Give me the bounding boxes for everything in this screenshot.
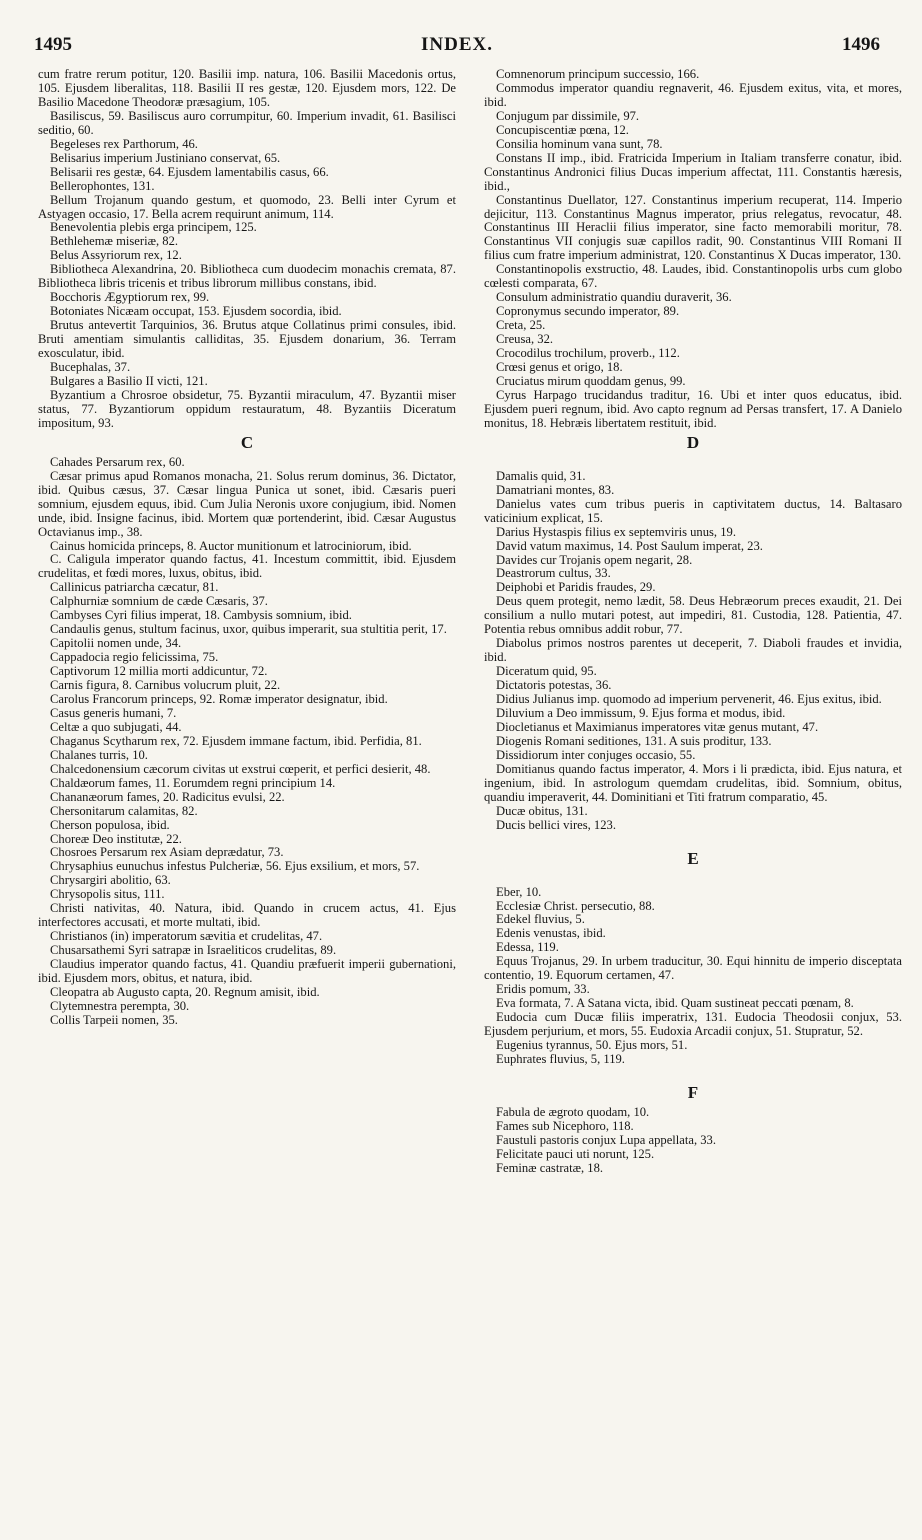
- index-entry: Carolus Francorum princeps, 92. Romæ imperator designatur, ibid.: [50, 691, 388, 706]
- index-entry: Edessa, 119.: [496, 940, 559, 955]
- index-entry: Callinicus patriarcha cæcatur, 81.: [50, 580, 219, 595]
- index-entry: Cruciatus mirum quoddam genus, 99.: [496, 373, 686, 388]
- index-entry: Damatriani montes, 83.: [496, 482, 615, 497]
- index-entry: Bellum Trojanum quando gestum, et quomodo, 23. Belli inter Cyrum et Astyagen occasio, 17. Bella acrem requirunt animum, 114.: [38, 192, 456, 221]
- index-entry: Chusarsathemi Syri satrapæ in Israeliticos crudelitas, 89.: [50, 943, 337, 958]
- index-entry: Bocchoris Ægyptiorum rex, 99.: [50, 290, 210, 305]
- section-spacer: [484, 833, 902, 847]
- index-entry: Capitolii nomen unde, 34.: [50, 636, 182, 651]
- index-entry: David vatum maximus, 14. Post Saulum imperat, 23.: [496, 538, 763, 553]
- section-spacer: [484, 872, 902, 886]
- left-page-number: 1495: [34, 34, 72, 55]
- page-header: [34, 34, 880, 60]
- index-entry: Diluvium a Deo immissum, 9. Ejus forma et modus, ibid.: [496, 705, 786, 720]
- index-entry: Cleopatra ab Augusto capta, 20. Regnum amisit, ibid.: [50, 985, 320, 999]
- index-entry: Fabula de ægroto quodam, 10.: [496, 1104, 650, 1119]
- index-entry: Belus Assyriorum rex, 12.: [50, 248, 182, 263]
- index-entry: Cahades Persarum rex, 60.: [50, 454, 185, 469]
- index-entry: Diocletianus et Maximianus imperatores vitæ genus mutant, 47.: [496, 719, 819, 734]
- index-entry: Diabolus primos nostros parentes ut deceperit, 7. Diaboli fraudes et invidia, ibid.: [484, 636, 902, 665]
- index-entry: Belisarius imperium Justiniano conservat, 65.: [50, 150, 281, 165]
- index-entry: Botoniates Nicæam occupat, 153. Ejusdem socordia, ibid.: [50, 304, 342, 319]
- index-entry: Constantinus Duellator, 127. Constantinus imperium recuperat, 114. Imperio dejicitur, 113. Constantinus Magnus imperator, prius relegatus, revocatur, 48. Constantinus III Heraclii filius imperator, sine facto memorabili moritur, 78. Constantinus VII conjugis suæ capillos radit, 90. Constantinus VIII Romani II filius cum fratre imperium administrat, 120. Constantinus X Ducas imperator, 130.: [484, 192, 902, 263]
- index-entry: C. Caligula imperator quando factus, 41. Incestum committit, ibid. Ejusdem crudelitas, et fœdi mores, luxus, obitus, ibid.: [38, 552, 456, 581]
- index-entry: Chrysopolis situs, 111.: [50, 887, 165, 902]
- index-entry: Basiliscus, 59. Basiliscus auro corrumpitur, 60. Imperium invadit, 61. Basilisci seditio, 60.: [38, 108, 456, 137]
- section-spacer: [484, 456, 902, 470]
- index-entry: Chaldæorum fames, 11. Eorumdem regni principium 14.: [50, 775, 336, 790]
- index-entry: Bucephalas, 37.: [50, 360, 131, 375]
- index-entry: Equus Trojanus, 29. In urbem traducitur, 30. Equi hinnitu de imperio disceptata contentio, 19. Equorum certamen, 47.: [484, 954, 902, 983]
- index-entry: Chrysargiri abolitio, 63.: [50, 873, 171, 888]
- index-entry: Cyrus Harpago trucidandus traditur, 16. Ubi et inter quos educatus, ibid. Ejusdem pueri regnum, ibid. Avo capto regnum ad Persas transfert, 17. A Danielo monitus, 18. Hebræis libertatem restituit, ibid.: [484, 387, 902, 430]
- index-entry: Candaulis genus, stultum facinus, uxor, quibus imperarit, sua stultitia perit, 17.: [50, 622, 447, 637]
- index-entry: Celtæ a quo subjugati, 44.: [50, 719, 182, 734]
- index-entry: Crocodilus trochilum, proverb., 112.: [496, 346, 680, 361]
- index-entry: Bulgares a Basilio II victi, 121.: [50, 373, 208, 388]
- index-entry: Benevolentia plebis erga principem, 125.: [50, 220, 257, 235]
- index-entry: Copronymus secundo imperator, 89.: [496, 304, 680, 319]
- index-entry: Constantinopolis exstructio, 48. Laudes, ibid. Constantinopolis urbs cum globo cœlesti comparata, 67.: [484, 262, 902, 291]
- index-entry: Eridis pomum, 33.: [496, 982, 590, 997]
- index-entry: Diceratum quid, 95.: [496, 664, 597, 679]
- index-entry: Bellerophontes, 131.: [50, 178, 155, 193]
- index-entry: Creta, 25.: [496, 318, 546, 333]
- index-entry: Darius Hystaspis filius ex septemviris unus, 19.: [496, 524, 736, 539]
- index-entry: Dissidiorum inter conjuges occasio, 55.: [496, 747, 696, 762]
- index-entry: cum fratre rerum potitur, 120. Basilii imp. natura, 106. Basilii Macedonis ortus, 105. Ejusdem liberalitas, 118. Basilii II res gestæ, 120. Ejusdem mors, 122. De Basilio Macedone Theodoræ præsagium, 105.: [38, 67, 456, 109]
- section-heading-d: D: [686, 432, 700, 452]
- index-entry: Chalcedonensium cæcorum civitas ut exstrui cœperit, et perfici desierit, 48.: [50, 761, 431, 776]
- index-entry: Bibliotheca Alexandrina, 20. Bibliotheca cum duodecim monachis cremata, 87. Bibliotheca libris tricenis et tribus librorum millibus constans, ibid.: [38, 262, 456, 291]
- right-column: [484, 68, 902, 1176]
- index-entry: Byzantium a Chrosroe obsidetur, 75. Byzantii miraculum, 47. Byzantii miser status, 77. Byzantiorum oppidum restauratum, 48. Byzantiis Diceratum impositum, 93.: [38, 387, 456, 430]
- index-entry: Consulum administratio quandiu duraverit, 36.: [496, 290, 732, 305]
- index-entry: Carnis figura, 8. Carnibus volucrum pluit, 22.: [50, 678, 281, 693]
- index-entry: Davides cur Trojanis opem negarit, 28.: [496, 552, 693, 567]
- index-entry: Bethlehemæ miseriæ, 82.: [50, 234, 179, 249]
- index-entry: Chosroes Persarum rex Asiam deprædatur, 73.: [50, 845, 284, 860]
- index-entry: Fames sub Nicephoro, 118.: [496, 1118, 634, 1133]
- index-entry: Eva formata, 7. A Satana victa, ibid. Quam sustineat peccati pœnam, 8.: [496, 996, 854, 1011]
- right-page-number: 1496: [842, 34, 880, 55]
- index-entry: Ecclesiæ Christ. persecutio, 88.: [496, 898, 655, 913]
- index-entry: Belisarii res gestæ, 64. Ejusdem lamentabilis casus, 66.: [50, 164, 329, 179]
- index-entry: Danielus vates cum tribus pueris in captivitatem ductus, 14. Baltasaro vaticinium explicat, 15.: [484, 496, 902, 525]
- index-entry: Faustuli pastoris conjux Lupa appellata, 33.: [496, 1132, 716, 1147]
- index-entry: Chersonitarum calamitas, 82.: [50, 803, 198, 818]
- index-entry: Brutus antevertit Tarquinios, 36. Brutus atque Collatinus primi consules, ibid. Bruti amentiam simulantis calliditas, 35. Ejusdem donarium, 36. Terram exosculatur, ibid.: [38, 318, 456, 361]
- left-column: [38, 68, 456, 1028]
- index-entry: Deus quem protegit, nemo lædit, 58. Deus Hebræorum preces exaudit, 21. Dei consilium a nullo mutari potest, aut impediri, 81. Custodia, 128. Patientia, 47. Potentia rebus omnibus addit robur, 77.: [484, 594, 902, 637]
- index-entry: Clytemnestra perempta, 30.: [50, 998, 190, 1013]
- section-heading-f: F: [687, 1082, 699, 1102]
- index-entry: Cæsar primus apud Romanos monacha, 21. Solus rerum dominus, 36. Dictator, ibid. Quibus cæsus, 37. Cæsar lingua Punica ut sonet, ibid. Cæsaris pueri somnium, ejusdem equus, ibid. Cum Julia Neronis uxore conjugium, ibid. Nomen unde, ibid. Insigne facinus, ibid. Mortem quæ portenderint, ibid. Cæsar Augustus Octavianus imp., 38.: [38, 468, 456, 539]
- index-entry: Dictatoris potestas, 36.: [496, 678, 612, 693]
- index-entry: Begeleses rex Parthorum, 46.: [50, 136, 198, 151]
- index-entry: Felicitate pauci uti norunt, 125.: [496, 1146, 655, 1161]
- section-heading-e: E: [687, 848, 699, 868]
- index-entry: Chananæorum fames, 20. Radicitus evulsi, 22.: [50, 789, 285, 804]
- index-entry: Concupiscentiæ pœna, 12.: [496, 122, 629, 137]
- section-heading-c: C: [240, 432, 254, 452]
- index-entry: Didius Julianus imp. quomodo ad imperium pervenerit, 46. Ejus exitus, ibid.: [496, 692, 882, 707]
- index-entry: Ducis bellici vires, 123.: [496, 817, 616, 832]
- index-entry: Constans II imp., ibid. Fratricida Imperium in Italiam transferre conatur, ibid. Constantinus Andronici filius Ducas imperium affectat, 111. Constantis hæresis, ibid.,: [484, 150, 902, 193]
- index-entry: Ducæ obitus, 131.: [496, 803, 588, 818]
- index-entry: Collis Tarpeii nomen, 35.: [50, 1012, 178, 1027]
- index-entry: Commodus imperator quandiu regnaverit, 46. Ejusdem exitus, vita, et mores, ibid.: [484, 80, 902, 109]
- index-entry: Conjugum par dissimile, 97.: [496, 108, 640, 123]
- index-entry: Creusa, 32.: [496, 332, 554, 347]
- index-entry: Casus generis humani, 7.: [50, 705, 177, 720]
- index-entry: Deastrorum cultus, 33.: [496, 566, 611, 581]
- index-entry: Eugenius tyrannus, 50. Ejus mors, 51.: [496, 1038, 688, 1053]
- index-entry: Christi nativitas, 40. Natura, ibid. Quando in crucem actus, 41. Ejus interfectores accusati, et morte multati, ibid.: [38, 901, 456, 930]
- index-entry: Deiphobi et Paridis fraudes, 29.: [496, 580, 656, 595]
- index-entry: Cherson populosa, ibid.: [50, 817, 170, 832]
- index-entry: Damalis quid, 31.: [496, 468, 586, 483]
- index-entry: Consilia hominum vana sunt, 78.: [496, 136, 663, 151]
- index-entry: Chrysaphius eunuchus infestus Pulcheriæ, 56. Ejus exsilium, et mors, 57.: [50, 859, 420, 874]
- index-entry: Edenis venustas, ibid.: [496, 926, 606, 941]
- index-entry: Domitianus quando factus imperator, 4. Mors i li prædicta, ibid. Ejus natura, et ingenium, ibid. In astrologum quemdam crudelitas, ibid. Somnium, obitus, quandiu imperaverit, 44. Dominitiani et Titi fratrum comparatio, 45.: [484, 761, 902, 804]
- index-entry: Feminæ castratæ, 18.: [496, 1160, 604, 1175]
- index-entry: Comnenorum principum successio, 166.: [496, 67, 700, 81]
- index-entry: Diogenis Romani seditiones, 131. A suis proditur, 133.: [496, 733, 772, 748]
- index-entry: Edekel fluvius, 5.: [496, 912, 585, 927]
- index-entry: Cappadocia regio felicissima, 75.: [50, 650, 219, 665]
- index-entry: Chalanes turris, 10.: [50, 747, 148, 762]
- index-entry: Captivorum 12 millia morti addicuntur, 72.: [50, 664, 268, 679]
- index-entry: Cambyses Cyri filius imperat, 18. Cambysis somnium, ibid.: [50, 608, 352, 623]
- page-title: INDEX.: [421, 34, 493, 55]
- section-spacer: [484, 1067, 902, 1081]
- index-entry: Chaganus Scytharum rex, 72. Ejusdem immane factum, ibid. Perfidia, 81.: [50, 733, 422, 748]
- index-entry: Eber, 10.: [496, 884, 542, 899]
- index-entry: Calphurniæ somnium de cæde Cæsaris, 37.: [50, 594, 268, 609]
- index-entry: Christianos (in) imperatorum sævitia et crudelitas, 47.: [50, 929, 323, 944]
- index-entry: Cainus homicida princeps, 8. Auctor munitionum et latrociniorum, ibid.: [50, 538, 412, 553]
- index-entry: Choreæ Deo institutæ, 22.: [50, 831, 182, 846]
- index-entry: Eudocia cum Ducæ filiis imperatrix, 131. Eudocia Theodosii conjux, 53. Ejusdem perjurium, et mors, 55. Eudoxia Arcadii conjux, 51. Stupratur, 52.: [484, 1010, 902, 1039]
- index-entry: Crœsi genus et origo, 18.: [496, 360, 623, 375]
- index-entry: Euphrates fluvius, 5, 119.: [496, 1052, 625, 1066]
- index-entry: Claudius imperator quando factus, 41. Quandiu præfuerit imperii gubernationi, ibid. Ejusdem mors, obitus, et natura, ibid.: [38, 957, 456, 986]
